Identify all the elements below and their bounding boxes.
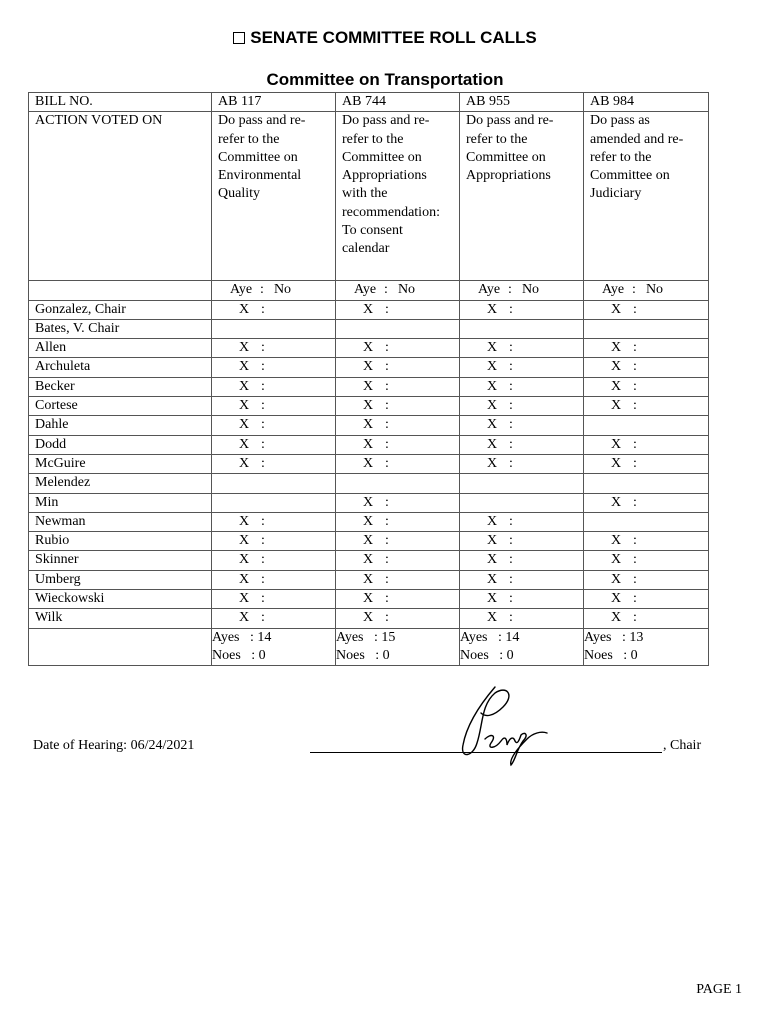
vote-cell bbox=[460, 377, 584, 396]
vote-cell bbox=[584, 358, 709, 377]
vote-cell bbox=[460, 397, 584, 416]
page-title-text: SENATE COMMITTEE ROLL CALLS bbox=[250, 28, 537, 47]
noes-total-line bbox=[584, 647, 708, 665]
aye-mark: X bbox=[487, 533, 498, 549]
vote-cell bbox=[460, 609, 584, 628]
ayes-label: Ayes bbox=[584, 629, 612, 645]
vote-totals-cell bbox=[584, 628, 709, 666]
vote-separator: : bbox=[261, 301, 265, 317]
vote-cell bbox=[212, 319, 336, 338]
vote-header-cell bbox=[336, 281, 460, 300]
vote-cell bbox=[460, 551, 584, 570]
vote-cell bbox=[584, 454, 709, 473]
page-title bbox=[0, 28, 770, 48]
aye-mark: X bbox=[363, 533, 374, 549]
aye-mark: X bbox=[611, 552, 622, 568]
date-of-hearing: Date of Hearing: 06/24/2021 bbox=[33, 738, 195, 753]
vote-cell bbox=[584, 512, 709, 531]
noes-label: Noes bbox=[212, 647, 241, 663]
vote-separator: : bbox=[633, 378, 637, 394]
member-row bbox=[29, 416, 709, 435]
vote-cell bbox=[336, 416, 460, 435]
aye-mark: X bbox=[239, 591, 250, 607]
vote-cell bbox=[336, 377, 460, 396]
vote-cell bbox=[212, 570, 336, 589]
ayes-label: Ayes bbox=[336, 629, 364, 645]
page-number: PAGE 1 bbox=[696, 982, 742, 997]
aye-mark: X bbox=[239, 417, 250, 433]
aye-mark: X bbox=[611, 533, 622, 549]
noes-label: Noes bbox=[460, 647, 489, 663]
aye-mark: X bbox=[611, 591, 622, 607]
vote-cell bbox=[460, 532, 584, 551]
vote-separator: : bbox=[633, 571, 637, 587]
vote-cell bbox=[212, 435, 336, 454]
vote-separator: : bbox=[385, 552, 389, 568]
aye-mark: X bbox=[363, 591, 374, 607]
aye-mark: X bbox=[363, 340, 374, 356]
vote-separator: : bbox=[260, 282, 264, 298]
vote-totals-cell bbox=[460, 628, 584, 666]
ayes-total-line bbox=[336, 629, 459, 647]
aye-mark: X bbox=[611, 378, 622, 394]
vote-cell bbox=[212, 416, 336, 435]
member-name: Wilk bbox=[29, 609, 212, 628]
aye-mark: X bbox=[363, 610, 374, 626]
aye-mark: X bbox=[611, 398, 622, 414]
aye-mark: X bbox=[363, 301, 374, 317]
vote-cell bbox=[584, 474, 709, 493]
empty-cell bbox=[29, 628, 212, 666]
vote-cell bbox=[336, 454, 460, 473]
member-name: Min bbox=[29, 493, 212, 512]
vote-separator: : bbox=[509, 591, 513, 607]
aye-mark: X bbox=[239, 513, 250, 529]
vote-cell bbox=[336, 493, 460, 512]
member-row bbox=[29, 551, 709, 570]
vote-cell bbox=[460, 300, 584, 319]
aye-header: Aye bbox=[602, 282, 625, 298]
ayes-total-line bbox=[584, 629, 708, 647]
vote-separator: : bbox=[509, 359, 513, 375]
vote-cell bbox=[212, 609, 336, 628]
bill-no-label: BILL NO. bbox=[29, 93, 212, 112]
noes-total-line bbox=[460, 647, 583, 665]
vote-cell bbox=[336, 397, 460, 416]
vote-cell bbox=[336, 474, 460, 493]
vote-cell bbox=[460, 474, 584, 493]
vote-separator: : bbox=[385, 513, 389, 529]
member-row bbox=[29, 377, 709, 396]
vote-cell bbox=[336, 551, 460, 570]
member-row bbox=[29, 435, 709, 454]
aye-mark: X bbox=[239, 301, 250, 317]
vote-separator: : bbox=[385, 494, 389, 510]
aye-mark: X bbox=[239, 455, 250, 471]
aye-mark: X bbox=[363, 417, 374, 433]
member-name: Wieckowski bbox=[29, 590, 212, 609]
vote-cell bbox=[336, 570, 460, 589]
bill-action: Do pass and re- refer to the Committee on Appropriations bbox=[460, 112, 584, 281]
vote-separator: : bbox=[261, 436, 265, 452]
member-name: Becker bbox=[29, 377, 212, 396]
aye-mark: X bbox=[487, 417, 498, 433]
aye-mark: X bbox=[363, 513, 374, 529]
noes-count: : 0 bbox=[251, 647, 266, 663]
vote-separator: : bbox=[261, 455, 265, 471]
vote-separator: : bbox=[261, 533, 265, 549]
vote-cell bbox=[212, 532, 336, 551]
vote-cell bbox=[460, 512, 584, 531]
member-row bbox=[29, 609, 709, 628]
vote-separator: : bbox=[261, 378, 265, 394]
member-row bbox=[29, 454, 709, 473]
member-name: McGuire bbox=[29, 454, 212, 473]
vote-separator: : bbox=[509, 417, 513, 433]
vote-cell bbox=[584, 532, 709, 551]
vote-separator: : bbox=[509, 610, 513, 626]
bill-action: Do pass as amended and re- refer to the Committee on Judiciary bbox=[584, 112, 709, 281]
vote-header-cell bbox=[584, 281, 709, 300]
aye-header: Aye bbox=[478, 282, 501, 298]
vote-cell bbox=[212, 397, 336, 416]
roll-call-table bbox=[28, 92, 709, 666]
vote-cell bbox=[584, 377, 709, 396]
vote-separator: : bbox=[384, 282, 388, 298]
aye-mark: X bbox=[239, 571, 250, 587]
vote-separator: : bbox=[508, 282, 512, 298]
vote-separator: : bbox=[385, 533, 389, 549]
aye-mark: X bbox=[611, 340, 622, 356]
noes-count: : 0 bbox=[623, 647, 638, 663]
aye-mark: X bbox=[363, 359, 374, 375]
vote-cell bbox=[336, 358, 460, 377]
vote-cell bbox=[584, 319, 709, 338]
vote-cell bbox=[584, 435, 709, 454]
bill-number: AB 744 bbox=[336, 93, 460, 112]
aye-mark: X bbox=[487, 359, 498, 375]
aye-mark: X bbox=[239, 436, 250, 452]
member-row bbox=[29, 532, 709, 551]
vote-separator: : bbox=[633, 436, 637, 452]
member-name: Rubio bbox=[29, 532, 212, 551]
vote-separator: : bbox=[633, 398, 637, 414]
chair-label: , Chair bbox=[663, 738, 702, 753]
vote-separator: : bbox=[385, 455, 389, 471]
vote-separator: : bbox=[509, 455, 513, 471]
vote-separator: : bbox=[261, 552, 265, 568]
action-voted-on-label: ACTION VOTED ON bbox=[29, 112, 212, 281]
vote-cell bbox=[336, 300, 460, 319]
vote-cell bbox=[336, 609, 460, 628]
aye-mark: X bbox=[239, 378, 250, 394]
vote-separator: : bbox=[385, 398, 389, 414]
member-row bbox=[29, 474, 709, 493]
ayes-count: : 13 bbox=[622, 629, 644, 645]
vote-separator: : bbox=[261, 610, 265, 626]
vote-cell bbox=[460, 358, 584, 377]
vote-separator: : bbox=[385, 378, 389, 394]
aye-mark: X bbox=[239, 398, 250, 414]
member-row bbox=[29, 339, 709, 358]
ayes-count: : 15 bbox=[374, 629, 396, 645]
aye-mark: X bbox=[487, 571, 498, 587]
ayes-count: : 14 bbox=[250, 629, 272, 645]
vote-separator: : bbox=[633, 494, 637, 510]
vote-separator: : bbox=[385, 436, 389, 452]
member-row bbox=[29, 493, 709, 512]
vote-cell bbox=[460, 339, 584, 358]
vote-separator: : bbox=[633, 552, 637, 568]
aye-mark: X bbox=[239, 340, 250, 356]
vote-separator: : bbox=[509, 552, 513, 568]
bill-action: Do pass and re- refer to the Committee on Appropriations with the recommendation: To consent calendar bbox=[336, 112, 460, 281]
member-name: Newman bbox=[29, 512, 212, 531]
vote-separator: : bbox=[385, 301, 389, 317]
bill-number-row bbox=[29, 93, 709, 112]
ayes-label: Ayes bbox=[212, 629, 240, 645]
aye-header: Aye bbox=[230, 282, 253, 298]
vote-cell bbox=[336, 435, 460, 454]
vote-header-row bbox=[29, 281, 709, 300]
aye-mark: X bbox=[487, 552, 498, 568]
vote-cell bbox=[584, 397, 709, 416]
vote-separator: : bbox=[633, 533, 637, 549]
aye-mark: X bbox=[611, 436, 622, 452]
aye-mark: X bbox=[239, 552, 250, 568]
aye-mark: X bbox=[487, 340, 498, 356]
vote-separator: : bbox=[385, 591, 389, 607]
bill-number: AB 117 bbox=[212, 93, 336, 112]
vote-cell bbox=[336, 512, 460, 531]
aye-mark: X bbox=[487, 455, 498, 471]
vote-separator: : bbox=[509, 378, 513, 394]
member-row bbox=[29, 590, 709, 609]
vote-separator: : bbox=[509, 571, 513, 587]
action-row bbox=[29, 112, 709, 281]
noes-total-line bbox=[212, 647, 335, 665]
noes-total-line bbox=[336, 647, 459, 665]
vote-cell bbox=[212, 358, 336, 377]
vote-separator: : bbox=[385, 417, 389, 433]
member-row bbox=[29, 319, 709, 338]
vote-separator: : bbox=[632, 282, 636, 298]
vote-cell bbox=[212, 493, 336, 512]
vote-cell bbox=[212, 512, 336, 531]
aye-mark: X bbox=[611, 494, 622, 510]
aye-mark: X bbox=[363, 455, 374, 471]
vote-cell bbox=[212, 300, 336, 319]
aye-mark: X bbox=[363, 571, 374, 587]
vote-cell bbox=[460, 570, 584, 589]
member-name: Dodd bbox=[29, 435, 212, 454]
vote-cell bbox=[584, 493, 709, 512]
bill-number: AB 955 bbox=[460, 93, 584, 112]
vote-cell bbox=[212, 454, 336, 473]
empty-cell bbox=[29, 281, 212, 300]
vote-separator: : bbox=[261, 591, 265, 607]
aye-mark: X bbox=[487, 513, 498, 529]
aye-mark: X bbox=[363, 398, 374, 414]
vote-separator: : bbox=[509, 436, 513, 452]
bill-number: AB 984 bbox=[584, 93, 709, 112]
member-row bbox=[29, 300, 709, 319]
vote-cell bbox=[212, 339, 336, 358]
vote-separator: : bbox=[261, 513, 265, 529]
vote-cell bbox=[336, 590, 460, 609]
aye-mark: X bbox=[611, 610, 622, 626]
vote-separator: : bbox=[509, 301, 513, 317]
aye-mark: X bbox=[363, 552, 374, 568]
vote-cell bbox=[584, 416, 709, 435]
vote-separator: : bbox=[385, 610, 389, 626]
chair-signature bbox=[455, 683, 550, 768]
vote-separator: : bbox=[509, 513, 513, 529]
ayes-total-line bbox=[460, 629, 583, 647]
ayes-total-line bbox=[212, 629, 335, 647]
vote-cell bbox=[584, 551, 709, 570]
vote-cell bbox=[212, 590, 336, 609]
vote-separator: : bbox=[633, 455, 637, 471]
vote-separator: : bbox=[261, 359, 265, 375]
member-row bbox=[29, 570, 709, 589]
ayes-label: Ayes bbox=[460, 629, 488, 645]
aye-header: Aye bbox=[354, 282, 377, 298]
vote-separator: : bbox=[633, 591, 637, 607]
aye-mark: X bbox=[487, 398, 498, 414]
vote-cell bbox=[460, 319, 584, 338]
vote-separator: : bbox=[385, 571, 389, 587]
aye-mark: X bbox=[487, 378, 498, 394]
vote-cell bbox=[584, 590, 709, 609]
vote-cell bbox=[584, 300, 709, 319]
member-name: Gonzalez, Chair bbox=[29, 300, 212, 319]
vote-separator: : bbox=[509, 340, 513, 356]
aye-mark: X bbox=[611, 301, 622, 317]
aye-mark: X bbox=[611, 455, 622, 471]
bill-action: Do pass and re- refer to the Committee on Environmental Quality bbox=[212, 112, 336, 281]
aye-mark: X bbox=[239, 610, 250, 626]
aye-mark: X bbox=[363, 494, 374, 510]
vote-header-cell bbox=[212, 281, 336, 300]
vote-cell bbox=[460, 416, 584, 435]
vote-separator: : bbox=[261, 571, 265, 587]
committee-name: Committee on Transportation bbox=[266, 70, 504, 89]
member-name: Archuleta bbox=[29, 358, 212, 377]
vote-cell bbox=[460, 454, 584, 473]
aye-mark: X bbox=[487, 436, 498, 452]
vote-cell bbox=[336, 319, 460, 338]
vote-cell bbox=[460, 435, 584, 454]
aye-mark: X bbox=[239, 359, 250, 375]
aye-mark: X bbox=[487, 301, 498, 317]
vote-cell bbox=[212, 551, 336, 570]
vote-separator: : bbox=[509, 398, 513, 414]
vote-separator: : bbox=[261, 340, 265, 356]
vote-cell bbox=[584, 570, 709, 589]
vote-separator: : bbox=[633, 610, 637, 626]
aye-mark: X bbox=[363, 378, 374, 394]
vote-cell bbox=[336, 532, 460, 551]
checkbox-icon bbox=[233, 32, 245, 44]
no-header: No bbox=[645, 282, 664, 298]
vote-cell bbox=[584, 609, 709, 628]
vote-header-cell bbox=[460, 281, 584, 300]
vote-totals-cell bbox=[336, 628, 460, 666]
aye-mark: X bbox=[487, 610, 498, 626]
no-header: No bbox=[273, 282, 292, 298]
vote-separator: : bbox=[633, 301, 637, 317]
vote-cell bbox=[460, 493, 584, 512]
vote-separator: : bbox=[261, 398, 265, 414]
vote-totals-cell bbox=[212, 628, 336, 666]
aye-mark: X bbox=[363, 436, 374, 452]
vote-separator: : bbox=[509, 533, 513, 549]
member-row bbox=[29, 358, 709, 377]
totals-row bbox=[29, 628, 709, 666]
vote-separator: : bbox=[385, 340, 389, 356]
roll-call-body bbox=[29, 93, 709, 666]
aye-mark: X bbox=[487, 591, 498, 607]
member-row bbox=[29, 512, 709, 531]
member-name: Melendez bbox=[29, 474, 212, 493]
noes-label: Noes bbox=[584, 647, 613, 663]
aye-mark: X bbox=[239, 533, 250, 549]
ayes-count: : 14 bbox=[498, 629, 520, 645]
member-name: Dahle bbox=[29, 416, 212, 435]
member-name: Umberg bbox=[29, 570, 212, 589]
aye-mark: X bbox=[611, 571, 622, 587]
vote-cell bbox=[584, 339, 709, 358]
vote-separator: : bbox=[633, 340, 637, 356]
vote-cell bbox=[212, 474, 336, 493]
vote-separator: : bbox=[385, 359, 389, 375]
vote-cell bbox=[336, 339, 460, 358]
vote-cell bbox=[460, 590, 584, 609]
vote-separator: : bbox=[261, 417, 265, 433]
no-header: No bbox=[397, 282, 416, 298]
member-name: Allen bbox=[29, 339, 212, 358]
aye-mark: X bbox=[611, 359, 622, 375]
member-row bbox=[29, 397, 709, 416]
noes-count: : 0 bbox=[375, 647, 390, 663]
vote-separator: : bbox=[633, 359, 637, 375]
no-header: No bbox=[521, 282, 540, 298]
member-name: Bates, V. Chair bbox=[29, 319, 212, 338]
vote-cell bbox=[212, 377, 336, 396]
member-name: Cortese bbox=[29, 397, 212, 416]
noes-count: : 0 bbox=[499, 647, 514, 663]
noes-label: Noes bbox=[336, 647, 365, 663]
member-name: Skinner bbox=[29, 551, 212, 570]
